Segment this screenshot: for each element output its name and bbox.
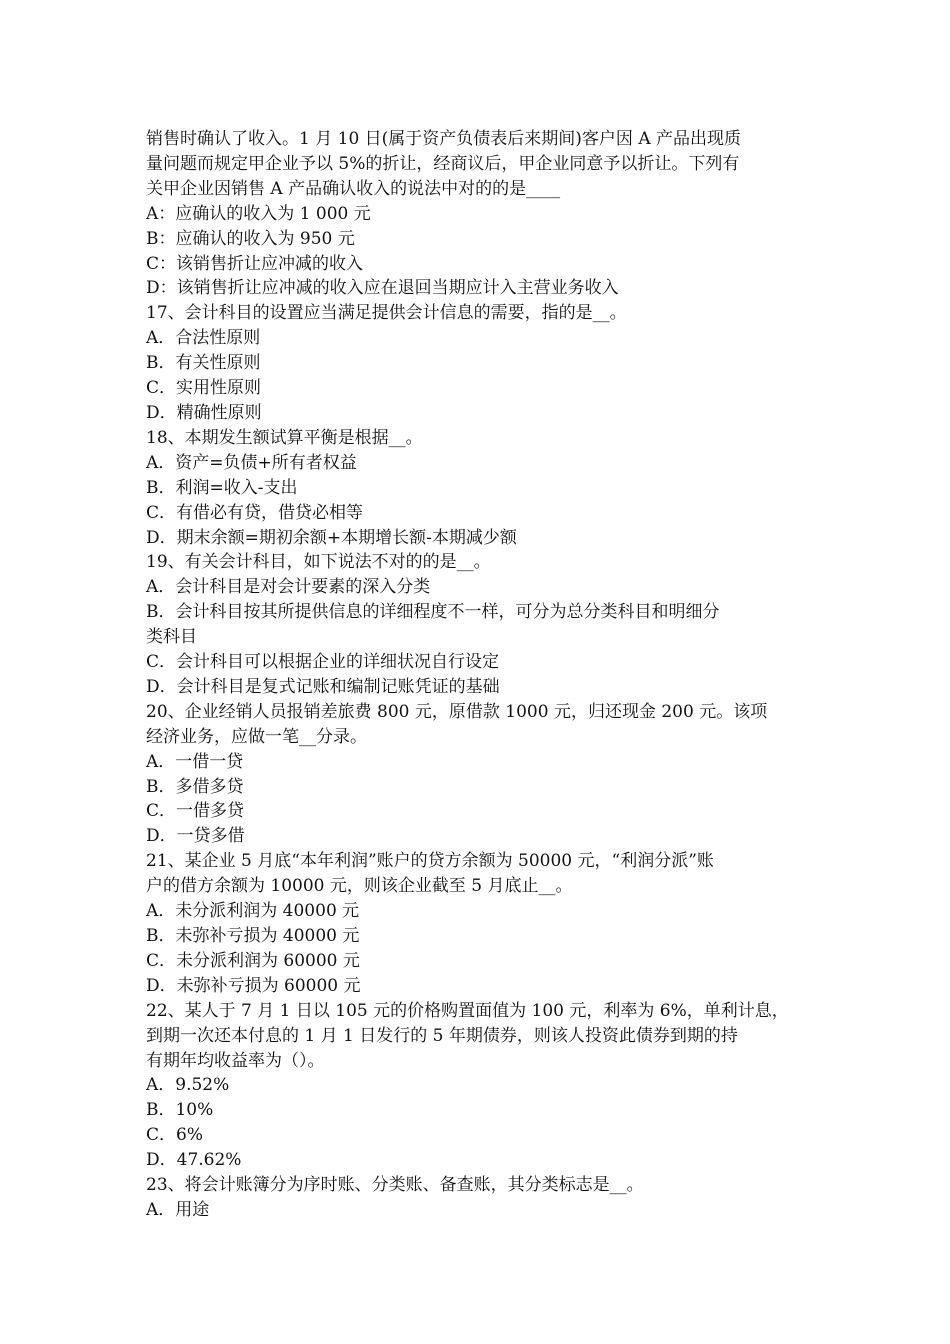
text-line-2: 量问题而规定甲企业予以 5%的折让，经商议后，甲企业同意予以折让。下列有 (146, 153, 740, 174)
option-a: A．用途 (146, 1199, 210, 1220)
option-d: D．未弥补亏损为 60000 元 (146, 975, 361, 996)
document-page (146, 127, 814, 1223)
option-a: A．合法性原则 (146, 328, 261, 349)
option-c: C．实用性原则 (146, 378, 262, 399)
option-c: C．未分派利润为 60000 元 (146, 950, 360, 971)
question-22-continued: 有期年均收益率为（）。 (146, 1050, 325, 1071)
option-b: B．未弥补亏损为 40000 元 (146, 926, 360, 946)
option-a: A．9.52% (146, 1075, 230, 1096)
question-20-continued: 经济业务，应做一笔__分录。 (146, 726, 367, 747)
question-21: 21、某企业 5 月底“本年利润”账户的贷方余额为 50000 元，“利润分派”账 (146, 851, 714, 872)
option-c: C．6% (146, 1125, 203, 1146)
option-b: B．多借多贷 (146, 776, 244, 797)
question-19: 19、有关会计科目，如下说法不对的的是__。 (146, 552, 491, 573)
option-d: D．会计科目是复式记账和编制记账凭证的基础 (146, 676, 500, 697)
question-21-continued: 户的借方余额为 10000 元，则该企业截至 5 月底止__。 (146, 876, 573, 897)
option-d: D．精确性原则 (146, 402, 262, 423)
option-b: B．10% (146, 1100, 214, 1121)
text-line-1: 销售时确认了收入。1 月 10 日(属于资产负债表后来期间)客户因 A 产品出现质 (146, 129, 742, 149)
option-a: A．未分派利润为 40000 元 (146, 901, 360, 922)
option-d: D．一贷多借 (146, 826, 245, 847)
option-d: D．47.62% (146, 1150, 242, 1171)
option-a: A．一借一贷 (146, 751, 244, 772)
question-23: 23、将会计账簿分为序时账、分类账、备查账，其分类标志是__。 (146, 1175, 644, 1196)
option-a: A．资产=负债+所有者权益 (146, 452, 357, 473)
option-b-continued: 类科目 (146, 627, 197, 648)
question-22: 22、某人于 7 月 1 日以 105 元的价格购置面值为 100 元，利率为 6%，单利计息， (146, 1000, 789, 1021)
option-d: D：该销售折让应冲减的收入应在退回当期应计入主营业务收入 (146, 278, 619, 299)
question-17: 17、会计科目的设置应当满足提供会计信息的需要，指的是__。 (146, 303, 627, 324)
option-d: D．期末余额=期初余额+本期增长额-本期减少额 (146, 527, 517, 548)
option-c: C．会计科目可以根据企业的详细状况自行设定 (146, 652, 500, 673)
option-a: A：应确认的收入为 1 000 元 (146, 203, 371, 224)
question-20: 20、企业经销人员报销差旅费 800 元，原借款 1000 元，归还现金 200 元。该项 (146, 701, 768, 722)
option-a: A．会计科目是对会计要素的深入分类 (146, 577, 431, 598)
option-c: C．一借多贷 (146, 801, 245, 822)
option-b: B．会计科目按其所提供信息的详细程度不一样，可分为总分类科目和明细分 (146, 602, 720, 623)
question-18: 18、本期发生额试算平衡是根据__。 (146, 427, 423, 448)
option-c: C：该销售折让应冲减的收入 (146, 253, 364, 274)
option-b: B．有关性原则 (146, 353, 261, 374)
text-line-3: 关甲企业因销售 A 产品确认收入的说法中对的的是____ (146, 178, 561, 199)
question-22-continued: 到期一次还本付息的 1 月 1 日发行的 5 年期债券，则该人投资此债券到期的持 (146, 1025, 738, 1046)
option-b: B．利润=收入-支出 (146, 477, 298, 498)
option-c: C．有借必有贷，借贷必相等 (146, 502, 364, 523)
option-b: B：应确认的收入为 950 元 (146, 228, 355, 249)
